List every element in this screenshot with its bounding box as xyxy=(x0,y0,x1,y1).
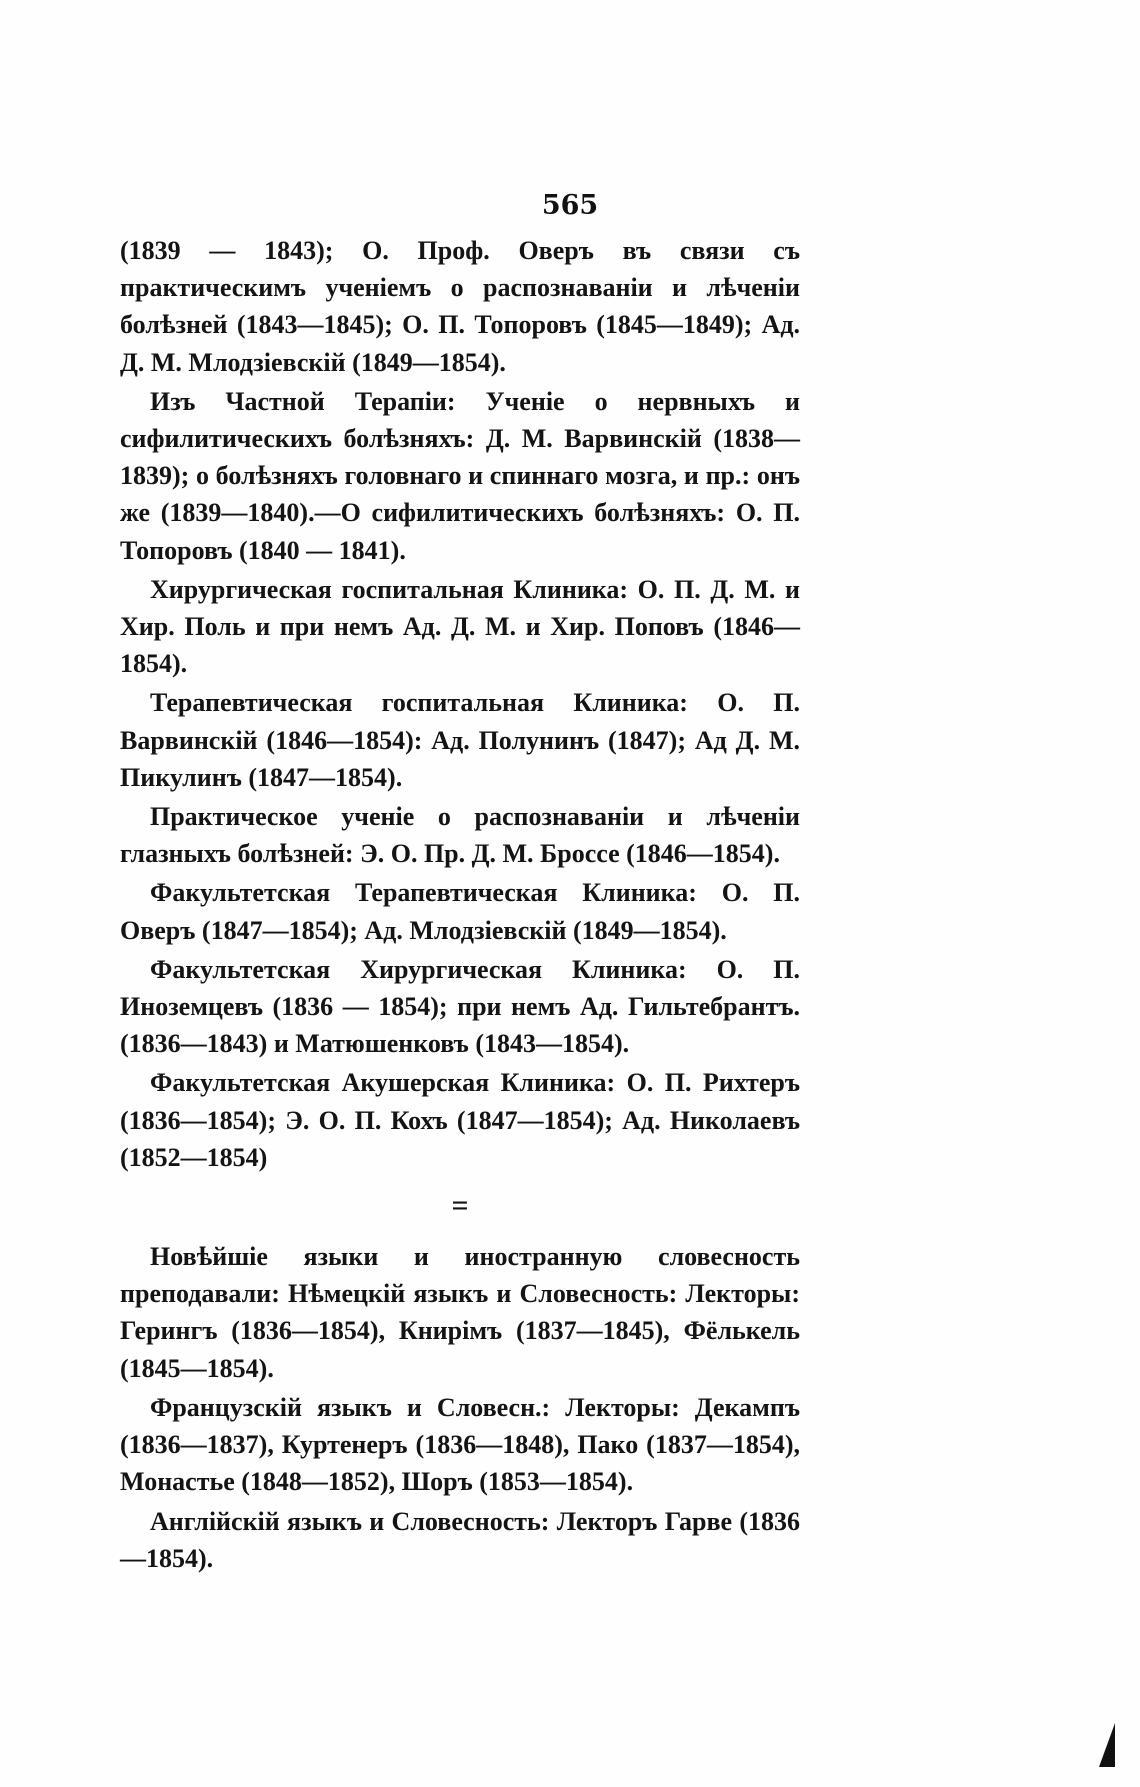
paragraph-surgical-hospital-clinic: Хирургическая госпитальная Клиника: О. П. Д. М. и Хир. Поль и при немъ Ад. Д. М. и Хир. Поповъ (1846—1854). xyxy=(120,574,800,679)
paragraph-continuation: (1839 — 1843); О. Проф. Оверъ въ связи съ практическимъ ученіемъ о распознаваніи и лѣченіи болѣзней (1843—1845); О. П. Топоровъ (1845—1849); Ад. Д. М. Млодзіевскій (1849—1854). xyxy=(120,236,800,377)
paragraph-faculty-surgical-clinic: Факультетская Хирургическая Клиника: О. П. Иноземцевъ (1836 — 1854); при немъ Ад. Гильтебрантъ. (1836—1843) и Матюшенковъ (1843—1854). xyxy=(120,954,800,1059)
corner-mark-icon xyxy=(1099,1723,1115,1767)
paragraph-faculty-therapeutic-clinic: Факультетская Терапевтическая Клиника: О. П. Оверъ (1847—1854); Ад. Млодзіевскій (1849—1854). xyxy=(120,878,800,945)
paragraph-modern-languages: Новѣйшіе языки и иностранную словесность преподавали: Нѣмецкій языкъ и Словесность: Лекторы: Герингъ (1836—1854), Книрімъ (1837—1845), Фёлькель (1845—1854). xyxy=(120,1242,800,1383)
paragraph-private-therapy: Изъ Частной Терапіи: Ученіе о нервныхъ и сифилитическихъ болѣзняхъ: Д. М. Варвинскій (1838—1839); о болѣзняхъ головнаго и спиннаго мозга, и пр.: онъ же (1839—1840).—О сифилитическихъ болѣзняхъ: О. П. Топоровъ (1840 — 1841). xyxy=(120,386,800,565)
page-number: 565 xyxy=(541,190,599,221)
paragraph-english-language: Англійскій языкъ и Словесность: Лекторъ Гарве (1836—1854). xyxy=(120,1506,800,1573)
paragraph-french-language: Французскій языкъ и Словесн.: Лекторы: Декампъ (1836—1837), Куртенеръ (1836—1848), Пако (1837—1854), Монастье (1848—1852), Шоръ (1853—1854). xyxy=(120,1392,800,1497)
paragraph-eye-diseases: Практическое ученіе о распознаваніи и лѣченіи глазныхъ болѣзней: Э. О. Пр. Д. М. Броссе (1846—1854). xyxy=(120,802,800,869)
paragraph-therapeutic-hospital-clinic: Терапевтическая госпитальная Клиника: О. П. Варвинскій (1846—1854): Ад. Полунинъ (1847); Ад Д. М. Пикулинъ (1847—1854). xyxy=(120,688,800,792)
section-separator: = xyxy=(451,1189,469,1223)
paragraph-faculty-obstetric-clinic: Факультетская Акушерская Клиника: О. П. Рихтеръ (1836—1854); Э. О. П. Кохъ (1847—1854); Ад. Николаевъ (1852—1854) xyxy=(120,1068,800,1172)
body-text xyxy=(120,232,800,1579)
